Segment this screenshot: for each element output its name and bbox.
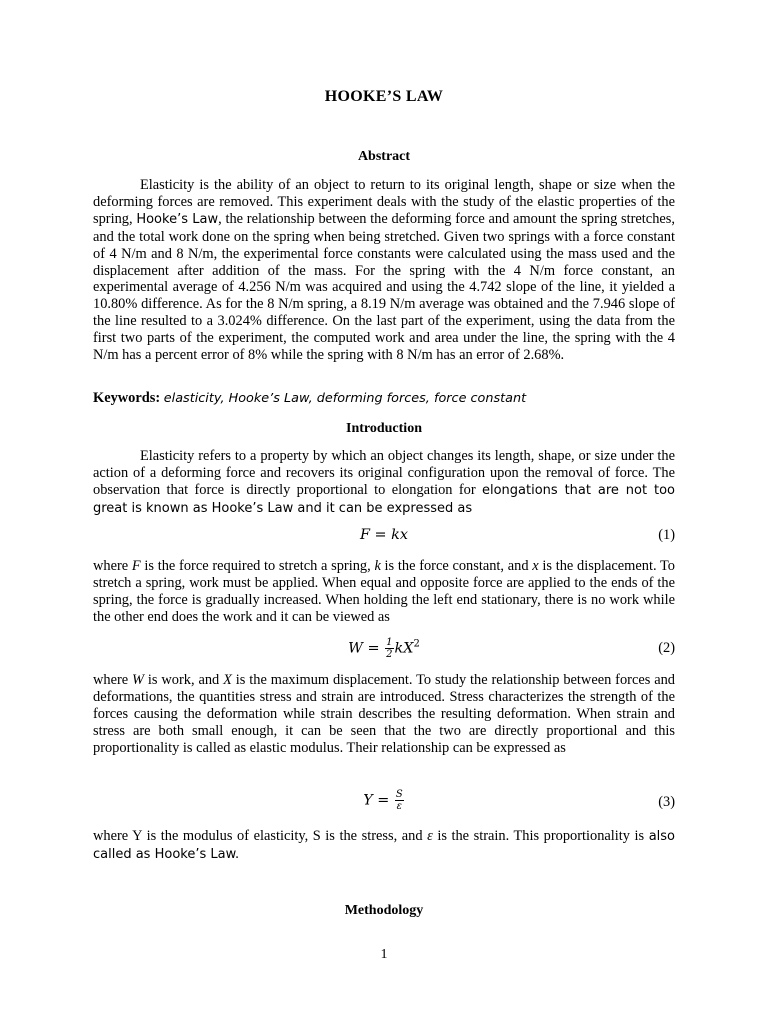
intro-p2-text-b: is the force required to stretch a spring, [140,558,375,574]
abstract-heading: Abstract [357,149,411,164]
equation-1-body: F = kx [359,527,409,543]
intro-p2-text-d: is the displacement. To stretch a spring, work must be applied. When equal and opposite force are applied to the ends of the spring, the force is gradually increased. When holding the left end stationary, there is no work while the other end does the work and it can be viewed as [93,558,675,625]
introduction-heading: Introduction [346,421,422,436]
abstract-paragraph [93,177,675,364]
keywords-label: Keywords: [93,390,161,406]
equation-3-body [93,789,675,812]
keywords-text: elasticity, Hooke’s Law, deforming forces, force constant [163,391,527,406]
intro-p1-text-b: elongations that are not too great is known as Hooke’s Law and it can be expressed as [93,482,675,516]
equation-2-numerator: 1 [386,637,393,648]
intro-paragraph-3 [93,672,675,757]
page-number: 1 [380,947,388,962]
paper-title: HOOKE’S LAW [324,88,444,105]
equation-3-denominator: ε [396,801,403,812]
equation-3-number: (3) [658,794,675,810]
intro-paragraph-4 [93,828,675,864]
equation-2-rhs: kX [394,640,414,657]
intro-p1-text-a: Elasticity refers to a property by which an object changes its length, shape, or size under the action of a deforming force and recovers its original configuration upon the removal of force. The observation that force is directly proportional to elongation for [93,448,675,498]
intro-p3-text-b: is work, and [144,672,224,688]
intro-p4-text-b: is the strain. This proportionality is [432,828,649,844]
var-F: F [131,558,141,574]
abstract-text-part-1: Elasticity is the ability of an object to return to its original length, shape or size when the deforming forces are removed. This experiment deals with the study of the elastic properties of the spring, [93,177,675,227]
intro-p4-text-c: also called as Hooke’s Law. [93,829,675,862]
equation-2 [93,637,675,661]
intro-paragraph-1 [93,448,675,518]
equation-3 [93,789,675,813]
abstract-text-part-2: , the relationship between the deforming force and amount the spring stretches, and the total work done on the spring when being stretched. Given two springs with a force constant of 4 N/m and 8 N/m, the experimental force constants were calculated using the mass used and the displacement after addition of the mass. For the spring with the 4 N/m force constant, an experimental average of 4.256 N/m was acquired and using the 4.742 slope of the line, it yielded a 10.80% difference. As for the 8 N/m spring, a 8.19 N/m average was obtained and the 7.946 slope of the line resulted to a 3.024% difference. On the last part of the experiment, using the data from the first two parts of the experiment, the computed work and area under the line, the spring with the 4 N/m has a percent error of 8% while the spring with 8 N/m has an error of 2.68%. [93,210,675,364]
equation-3-lhs: Y = [363,792,394,809]
var-k: k [374,558,381,574]
methodology-heading: Methodology [344,903,424,918]
equation-2-denominator: 2 [386,649,393,660]
equation-3-numerator: S [395,789,403,800]
equation-1 [93,527,675,551]
equation-1-number: (1) [658,527,675,543]
equation-2-fraction [385,637,393,660]
abstract-highlight: Hooke’s Law [136,211,219,227]
keywords-line [93,390,675,407]
equation-2-exponent: 2 [413,638,420,650]
intro-paragraph-2 [93,558,675,626]
intro-p4-text-a: where Y is the modulus of elasticity, S is the stress, and [93,828,428,844]
equation-3-fraction [395,789,404,812]
equation-2-body [93,637,675,660]
equation-2-number: (2) [658,640,675,656]
intro-p3-text-a: where [93,672,133,688]
intro-p2-text-c: is the force constant, and [380,558,533,574]
var-W: W [132,672,145,688]
var-X: X [223,672,232,688]
var-epsilon: ε [427,828,433,844]
var-x: x [532,558,539,574]
equation-2-lhs: W = [348,640,385,657]
intro-p2-text-a: where [93,558,132,574]
intro-p3-text-c: is the maximum displacement. To study the relationship between forces and deformations, the quantities stress and strain are introduced. Stress characterizes the strength of the forces causing the deformation while strain describes the resulting deformation. When strain and stress are both small enough, it can be seen that the two are directly proportional and this proportionality is called as elastic modulus. Their relationship can be expressed as [93,672,675,756]
